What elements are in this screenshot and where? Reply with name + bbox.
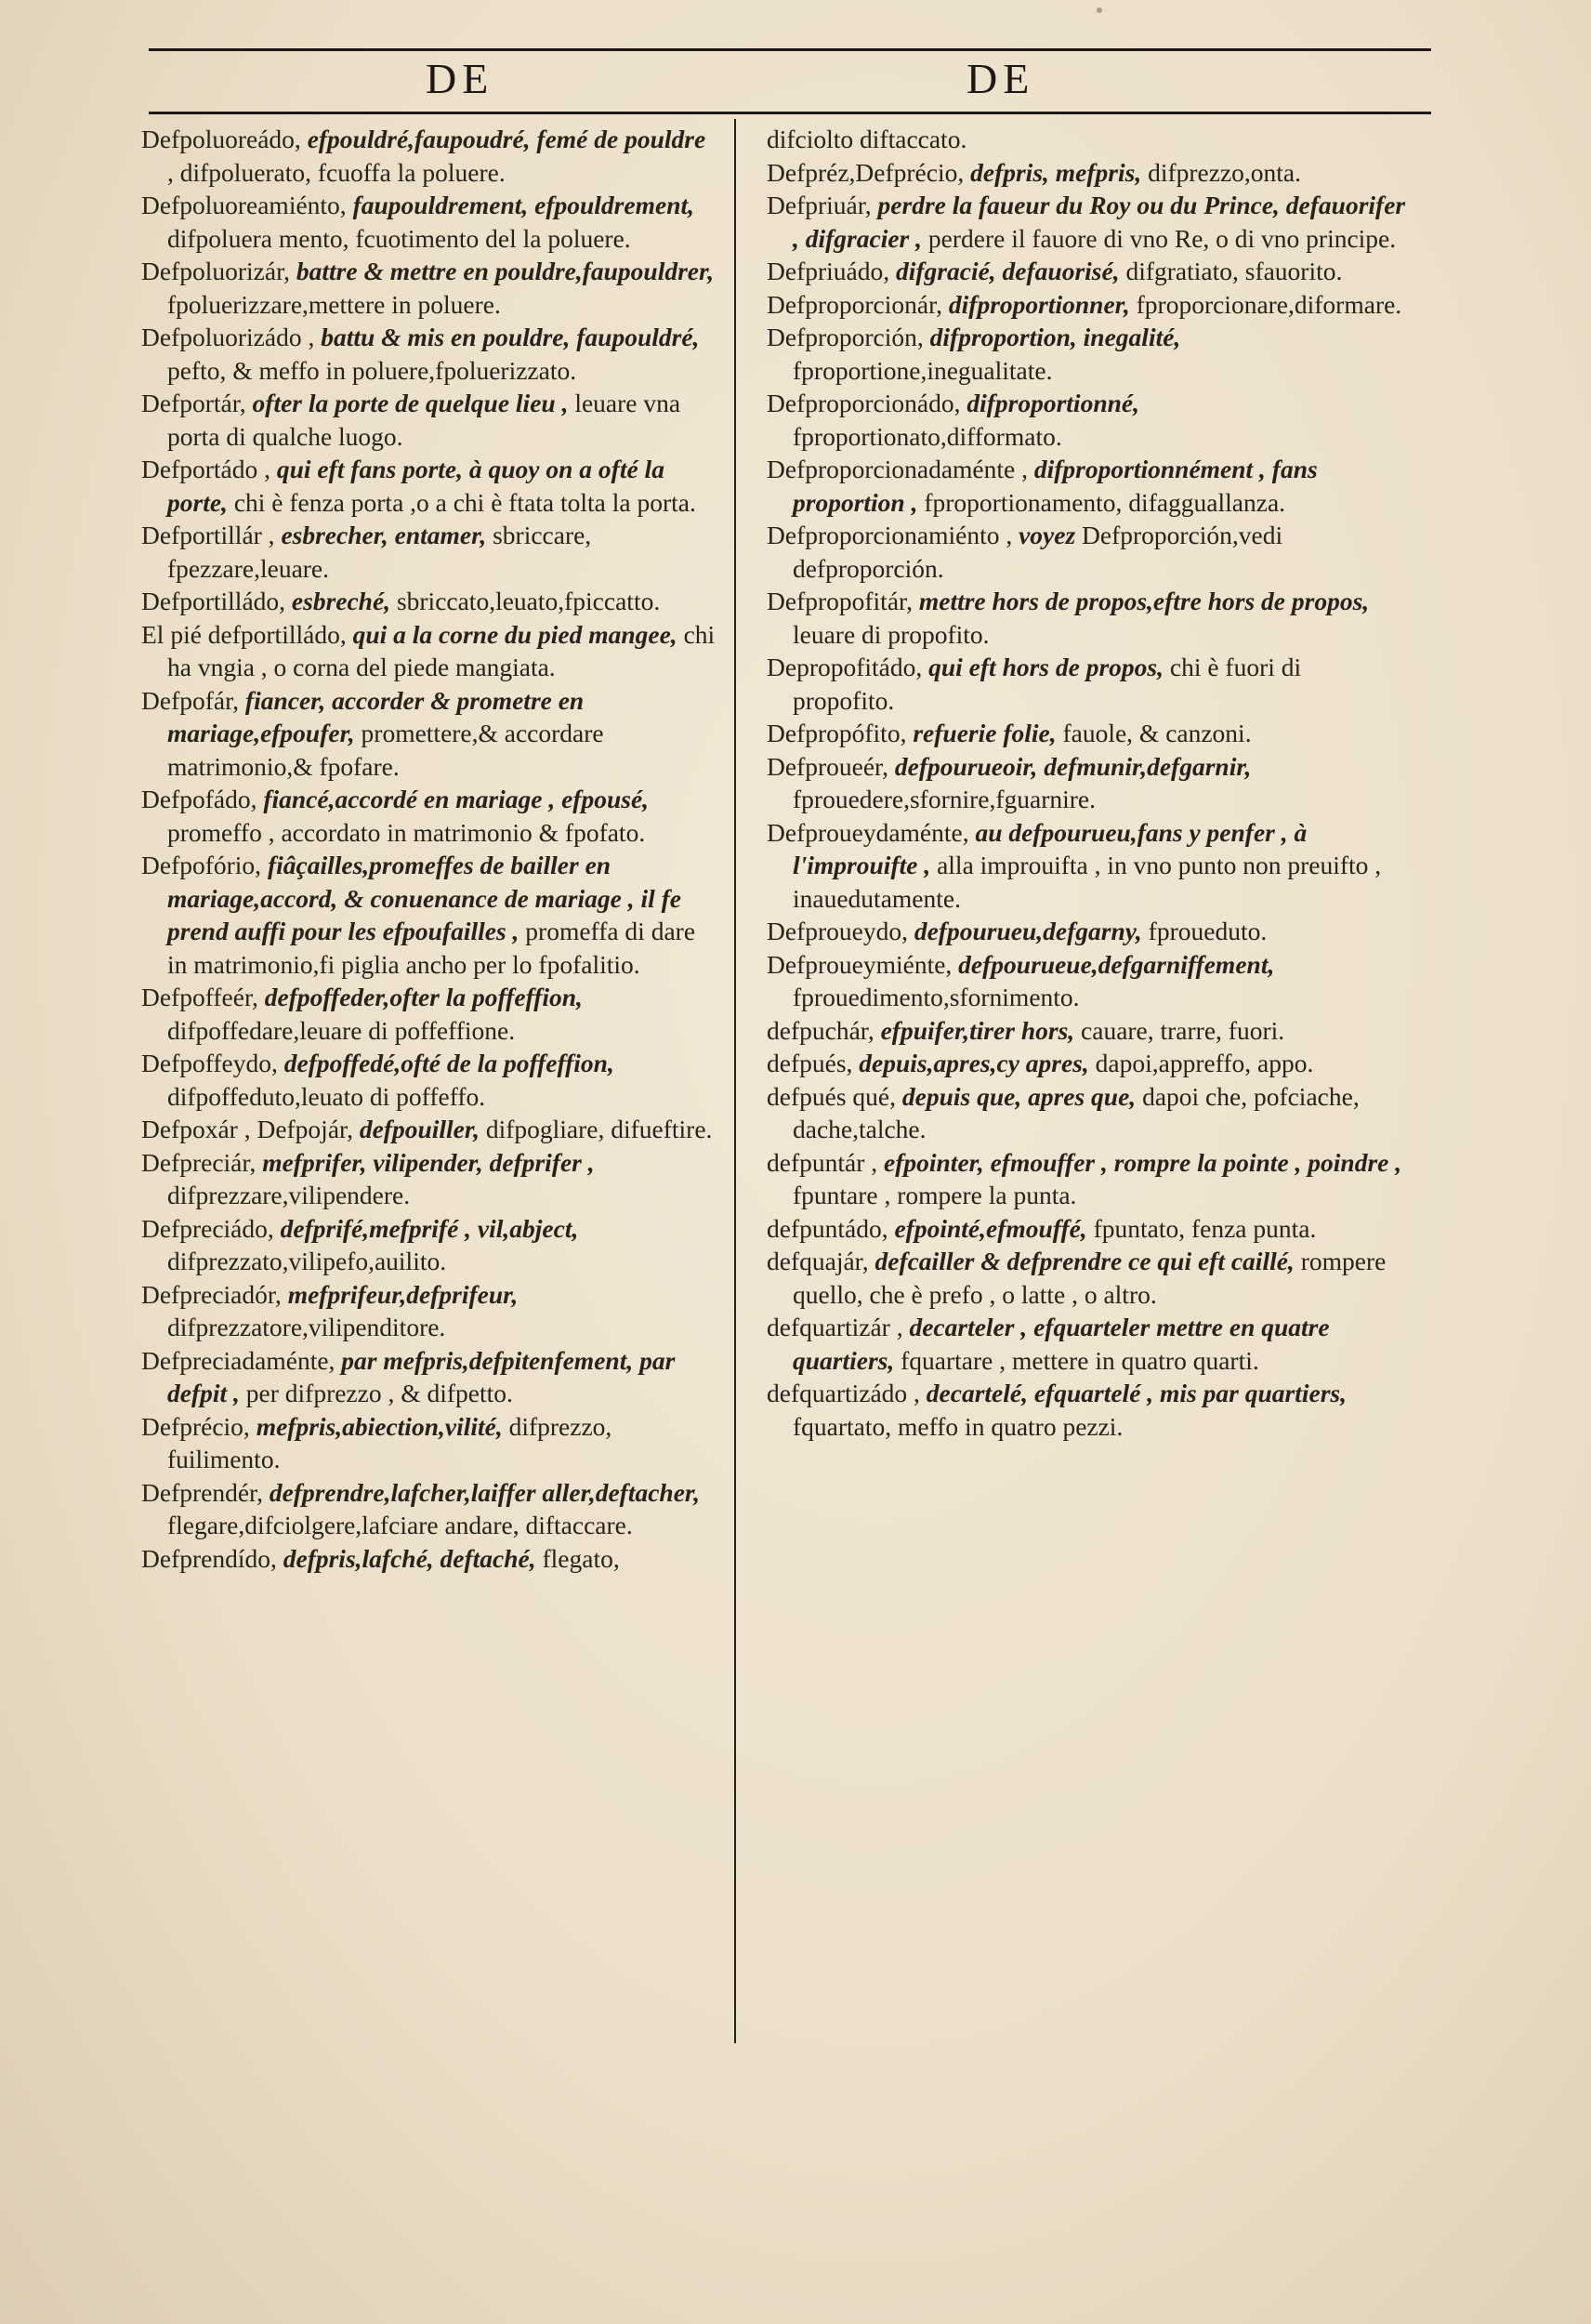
headword: Defpoluorizár, bbox=[141, 257, 291, 285]
french-gloss: perdre la faueur du Roy ou du Prince, defauorifer , difgracier , bbox=[793, 191, 1406, 253]
headword: defpuchár, bbox=[767, 1015, 874, 1045]
italian-gloss: dapoi,appreffo, appo. bbox=[1095, 1049, 1314, 1077]
headword: Defproueydaménte, bbox=[767, 817, 969, 847]
dictionary-entry bbox=[767, 1311, 1408, 1377]
dictionary-entry bbox=[767, 156, 1408, 190]
headword: El pié defportilládo, bbox=[141, 619, 347, 649]
headword: defpués qué, bbox=[767, 1081, 896, 1111]
headword: Depropofitádo, bbox=[767, 653, 923, 681]
dictionary-entry bbox=[767, 123, 1408, 156]
headword: Defpriuár, bbox=[767, 191, 872, 219]
dictionary-entry bbox=[767, 288, 1408, 322]
dictionary-entry bbox=[141, 783, 717, 849]
dictionary-entry bbox=[141, 453, 717, 519]
header-bottom-rule bbox=[149, 112, 1431, 114]
dictionary-entry bbox=[141, 123, 717, 189]
french-gloss: esbreché, bbox=[291, 587, 391, 615]
dictionary-entry bbox=[141, 255, 717, 321]
dictionary-entry bbox=[767, 1146, 1408, 1212]
dictionary-entry bbox=[767, 1377, 1408, 1443]
headword: Defpropofitár, bbox=[767, 587, 913, 615]
italian-gloss: fprouedere,sfornire,fguarnire. bbox=[793, 785, 1097, 813]
dictionary-entry bbox=[141, 618, 717, 684]
headword: Defpoffeér, bbox=[141, 983, 258, 1011]
headword: Defproporcionadaménte , bbox=[767, 455, 1028, 483]
french-gloss: difproportion, inegalité, bbox=[929, 323, 1181, 351]
italian-gloss: fprouedimento,sfornimento. bbox=[793, 983, 1080, 1011]
headword: Defpropófito, bbox=[767, 719, 907, 747]
french-gloss: defcailler & defprendre ce qui eft caillé, bbox=[874, 1247, 1295, 1275]
headword: Defportillár , bbox=[141, 521, 275, 549]
italian-gloss: fpoluerizzare,mettere in poluere. bbox=[167, 289, 501, 319]
headword: Defprendído, bbox=[141, 1543, 277, 1573]
italian-gloss: difciolto diftaccato. bbox=[767, 125, 967, 153]
headword: Defpriuádo, bbox=[767, 257, 890, 285]
italian-gloss: chi è fuori di propofito. bbox=[793, 653, 1302, 715]
french-gloss: mefprifer, vilipender, defprifer , bbox=[262, 1147, 595, 1177]
french-gloss: efpointé,efmouffé, bbox=[894, 1213, 1087, 1243]
french-gloss: defpoffeder,ofter la poffeffion, bbox=[264, 983, 583, 1011]
french-gloss: defprifé,mefprifé , vil,abject, bbox=[280, 1213, 579, 1243]
dictionary-entry bbox=[141, 1410, 717, 1476]
italian-gloss: dapoi che, pofciache, dache,talche. bbox=[793, 1081, 1360, 1143]
french-gloss: defpris,lafché, deftaché, bbox=[283, 1543, 536, 1573]
italian-gloss: difgratiato, sfauorito. bbox=[1125, 257, 1343, 285]
headword: Defproueydo, bbox=[767, 917, 908, 945]
french-gloss: au defpourueu,fans y penfer , à l'improuifte , bbox=[793, 817, 1308, 879]
french-gloss: difproportionnément , fans proportion , bbox=[793, 455, 1318, 517]
headword: Defproueymiénte, bbox=[767, 949, 953, 979]
french-gloss: defpris, mefpris, bbox=[970, 157, 1142, 187]
dictionary-entry bbox=[767, 1245, 1408, 1311]
headword: Defpoluorizádo , bbox=[141, 323, 315, 351]
french-gloss: esbrecher, entamer, bbox=[281, 521, 487, 549]
french-gloss: defpouiller, bbox=[359, 1115, 480, 1143]
french-gloss: difproportionner, bbox=[948, 289, 1130, 319]
headword: Defportádo , bbox=[141, 455, 270, 483]
headword: Defpoluoreádo, bbox=[141, 125, 301, 153]
french-gloss: decarteler , efquarteler mettre en quatre quartiers, bbox=[793, 1313, 1330, 1375]
headword: Defpreciár, bbox=[141, 1147, 256, 1177]
dictionary-entry bbox=[141, 321, 717, 387]
french-gloss: qui a la corne du pied mangee, bbox=[352, 619, 677, 649]
dictionary-entry bbox=[141, 1542, 717, 1576]
italian-gloss: leuare vna porta di qualche luogo. bbox=[167, 389, 681, 451]
headword: Defprécio, bbox=[141, 1411, 250, 1441]
italian-gloss: fproueduto. bbox=[1148, 917, 1268, 945]
italian-gloss: fproporcionare,diformare. bbox=[1136, 289, 1402, 319]
dictionary-entry bbox=[141, 1146, 717, 1212]
headword: defpuntádo, bbox=[767, 1213, 888, 1243]
italian-gloss: , difpoluerato, fcuoffa la poluere. bbox=[167, 157, 506, 187]
italian-gloss: difprezzatore,vilipenditore. bbox=[167, 1313, 446, 1341]
headword: defpués, bbox=[767, 1049, 853, 1077]
italian-gloss: difprezzato,vilipefo,auilito. bbox=[167, 1247, 447, 1275]
dictionary-entry bbox=[141, 1344, 717, 1410]
column-divider bbox=[734, 119, 736, 2043]
italian-gloss: pefto, & meffo in poluere,fpoluerizzato. bbox=[167, 355, 577, 385]
dictionary-entry bbox=[767, 387, 1408, 453]
dictionary-entry bbox=[141, 849, 717, 981]
french-gloss: difgracié, defauorisé, bbox=[895, 257, 1120, 285]
dictionary-entry bbox=[767, 915, 1408, 948]
header-top-rule bbox=[149, 48, 1431, 51]
dictionary-entry bbox=[767, 255, 1408, 288]
italian-gloss: promettere,& accordare matrimonio,& fpofare. bbox=[167, 719, 604, 781]
dictionary-entry bbox=[141, 684, 717, 784]
italian-gloss: difpoffedare,leuare di poffeffione. bbox=[167, 1015, 516, 1045]
italian-gloss: fproportione,inegualitate. bbox=[793, 355, 1053, 385]
dictionary-entry bbox=[141, 1212, 717, 1278]
headword: Defproueér, bbox=[767, 751, 888, 781]
french-gloss: battre & mettre en pouldre,faupouldrer, bbox=[296, 257, 715, 285]
dictionary-entry bbox=[767, 816, 1408, 916]
headword: Defproporcionamiénto , bbox=[767, 521, 1013, 549]
italian-gloss: leuare di propofito. bbox=[793, 619, 990, 649]
dictionary-entry bbox=[767, 717, 1408, 750]
dictionary-entry bbox=[767, 189, 1408, 255]
french-gloss: qui eft fans porte, à quoy on a ofté la porte, bbox=[167, 455, 664, 517]
headword: Defpoffeydo, bbox=[141, 1049, 278, 1077]
headword: defquajár, bbox=[767, 1247, 869, 1275]
italian-gloss: promeffa di dare in matrimonio,fi piglia ancho per lo fpofalitio. bbox=[167, 917, 696, 979]
italian-gloss: difprezzo,onta. bbox=[1148, 157, 1301, 187]
french-gloss: qui eft hors de propos, bbox=[928, 653, 1164, 681]
french-gloss: defprendre,lafcher,laiffer aller,deftacher, bbox=[269, 1477, 700, 1507]
italian-gloss: difprezzo, fuilimento. bbox=[167, 1411, 612, 1473]
french-gloss: fiâçailles,promeffes de bailler en mariage,accord, & conuenance de mariage , il fe prend auffi pour les efpoufailles , bbox=[167, 851, 681, 945]
italian-gloss: difprezzare,vilipendere. bbox=[167, 1181, 411, 1209]
italian-gloss: difpoluera mento, fcuotimento del la poluere. bbox=[167, 223, 631, 253]
french-gloss: depuis,apres,cy apres, bbox=[859, 1049, 1089, 1077]
dictionary-entry bbox=[767, 453, 1408, 519]
french-gloss: decartelé, efquartelé , mis par quartiers, bbox=[926, 1379, 1347, 1407]
italian-gloss: cauare, trarre, fuori. bbox=[1081, 1015, 1285, 1045]
italian-gloss: rompere quello, che è prefo , o latte , o altro. bbox=[793, 1247, 1387, 1309]
italian-gloss: alla improuifta , in vno punto non preuifto , inauedutamente. bbox=[793, 851, 1382, 913]
italian-gloss: Defproporción,vedi defproporción. bbox=[793, 521, 1283, 583]
dictionary-entry bbox=[767, 948, 1408, 1014]
dictionary-entry bbox=[767, 1047, 1408, 1080]
right-column bbox=[767, 123, 1408, 1443]
headword: Defpofár, bbox=[141, 685, 240, 715]
dictionary-entry bbox=[767, 651, 1408, 717]
headword: Defpofório, bbox=[141, 851, 262, 879]
dictionary-entry bbox=[767, 585, 1408, 651]
headword: Defpréz,Defprécio, bbox=[767, 157, 965, 187]
italian-gloss: fproportionamento, difagguallanza. bbox=[924, 487, 1286, 517]
dictionary-entry bbox=[767, 750, 1408, 816]
french-gloss: fiancé,accordé en mariage , efpousé, bbox=[263, 785, 650, 813]
italian-gloss: fauole, & canzoni. bbox=[1062, 719, 1252, 747]
dictionary-entry bbox=[767, 1212, 1408, 1246]
dictionary-entry bbox=[141, 585, 717, 618]
italian-gloss: chi ha vngia , o corna del piede mangiata. bbox=[167, 619, 716, 681]
dictionary-entry bbox=[141, 981, 717, 1047]
running-head-right: DE bbox=[966, 55, 1035, 102]
italian-gloss: chi è fenza porta ,o a chi è ftata tolta la porta. bbox=[233, 487, 696, 517]
french-gloss: ofter la porte de quelque lieu , bbox=[252, 389, 569, 417]
headword: defpuntár , bbox=[767, 1147, 878, 1177]
headword: Defportár, bbox=[141, 389, 246, 417]
french-gloss: mefprifeur,defprifeur, bbox=[287, 1279, 519, 1309]
italian-gloss: fproportionato,difformato. bbox=[793, 421, 1062, 451]
italian-gloss: sbriccare, fpezzare,leuare. bbox=[167, 521, 592, 583]
headword: Defproporcionádo, bbox=[767, 389, 961, 417]
dictionary-entry bbox=[767, 1014, 1408, 1048]
french-gloss: battu & mis en pouldre, faupouldré, bbox=[321, 323, 700, 351]
french-gloss: voyez bbox=[1019, 521, 1076, 549]
italian-gloss: fpuntato, fenza punta. bbox=[1093, 1213, 1317, 1243]
headword: Defpoxár , Defpojár, bbox=[141, 1115, 353, 1143]
dictionary-entry bbox=[767, 1080, 1408, 1146]
headword: Defproporcionár, bbox=[767, 289, 943, 319]
french-gloss: par mefpris,defpitenfement, par defpit , bbox=[167, 1345, 676, 1407]
headword: Defprendér, bbox=[141, 1477, 263, 1507]
french-gloss: difproportionné, bbox=[966, 389, 1139, 417]
french-gloss: defpourueoir, defmunir,defgarnir, bbox=[894, 751, 1252, 781]
dictionary-entry bbox=[141, 1476, 717, 1542]
french-gloss: efpointer, efmouffer , rompre la pointe , poindre , bbox=[884, 1147, 1402, 1177]
italian-gloss: flegare,difciolgere,lafciare andare, diftaccare. bbox=[167, 1511, 633, 1539]
french-gloss: defpoffedé,ofté de la poffeffion, bbox=[283, 1049, 614, 1077]
italian-gloss: promeffo , accordato in matrimonio & fpofato. bbox=[167, 817, 646, 847]
headword: Defpreciádo, bbox=[141, 1213, 274, 1243]
headword: Defpofádo, bbox=[141, 785, 257, 813]
left-column bbox=[141, 123, 717, 1575]
ink-speck bbox=[1097, 7, 1102, 13]
dictionary-entry bbox=[141, 1047, 717, 1113]
italian-gloss: per difprezzo , & difpetto. bbox=[245, 1379, 513, 1407]
dictionary-entry bbox=[767, 321, 1408, 387]
italian-gloss: perdere il fauore di vno Re, o di vno principe. bbox=[927, 223, 1397, 253]
french-gloss: depuis que, apres que, bbox=[901, 1081, 1137, 1111]
headword: Defpreciadaménte, bbox=[141, 1345, 335, 1375]
dictionary-entry bbox=[141, 189, 717, 255]
headword: Defpreciadór, bbox=[141, 1279, 282, 1309]
italian-gloss: sbriccato,leuato,fpiccatto. bbox=[396, 587, 661, 615]
headword: Defportilládo, bbox=[141, 587, 286, 615]
headword: Defproporción, bbox=[767, 323, 924, 351]
dictionary-entry bbox=[767, 519, 1408, 585]
french-gloss: defpourueu,defgarny, bbox=[914, 917, 1142, 945]
french-gloss: efpouldré,faupoudré, femé de pouldre bbox=[307, 125, 706, 153]
french-gloss: mettre hors de propos,eftre hors de propos, bbox=[918, 587, 1370, 615]
french-gloss: mefpris,abiection,vilité, bbox=[256, 1411, 503, 1441]
french-gloss: efpuifer,tirer hors, bbox=[880, 1015, 1075, 1045]
running-head-left: DE bbox=[426, 55, 494, 102]
french-gloss: faupouldrement, efpouldrement, bbox=[352, 191, 694, 219]
french-gloss: defpourueue,defgarniffement, bbox=[958, 949, 1275, 979]
italian-gloss: difpogliare, difueftire. bbox=[485, 1115, 713, 1143]
dictionary-entry bbox=[141, 519, 717, 585]
italian-gloss: fpuntare , rompere la punta. bbox=[793, 1181, 1077, 1209]
dictionary-entry bbox=[141, 1113, 717, 1146]
dictionary-entry bbox=[141, 387, 717, 453]
italian-gloss: flegato, bbox=[542, 1543, 620, 1573]
italian-gloss: fquartato, meffo in quatro pezzi. bbox=[793, 1411, 1124, 1441]
french-gloss: refuerie folie, bbox=[913, 719, 1057, 747]
french-gloss: fiancer, accorder & prometre en mariage,efpoufer, bbox=[167, 685, 585, 747]
italian-gloss: difpoffeduto,leuato di poffeffo. bbox=[167, 1081, 486, 1111]
headword: defquartizádo , bbox=[767, 1379, 920, 1407]
italian-gloss: fquartare , mettere in quatro quarti. bbox=[901, 1345, 1259, 1375]
dictionary-entry bbox=[141, 1278, 717, 1344]
headword: Defpoluoreamiénto, bbox=[141, 191, 347, 219]
headword: defquartizár , bbox=[767, 1313, 903, 1341]
